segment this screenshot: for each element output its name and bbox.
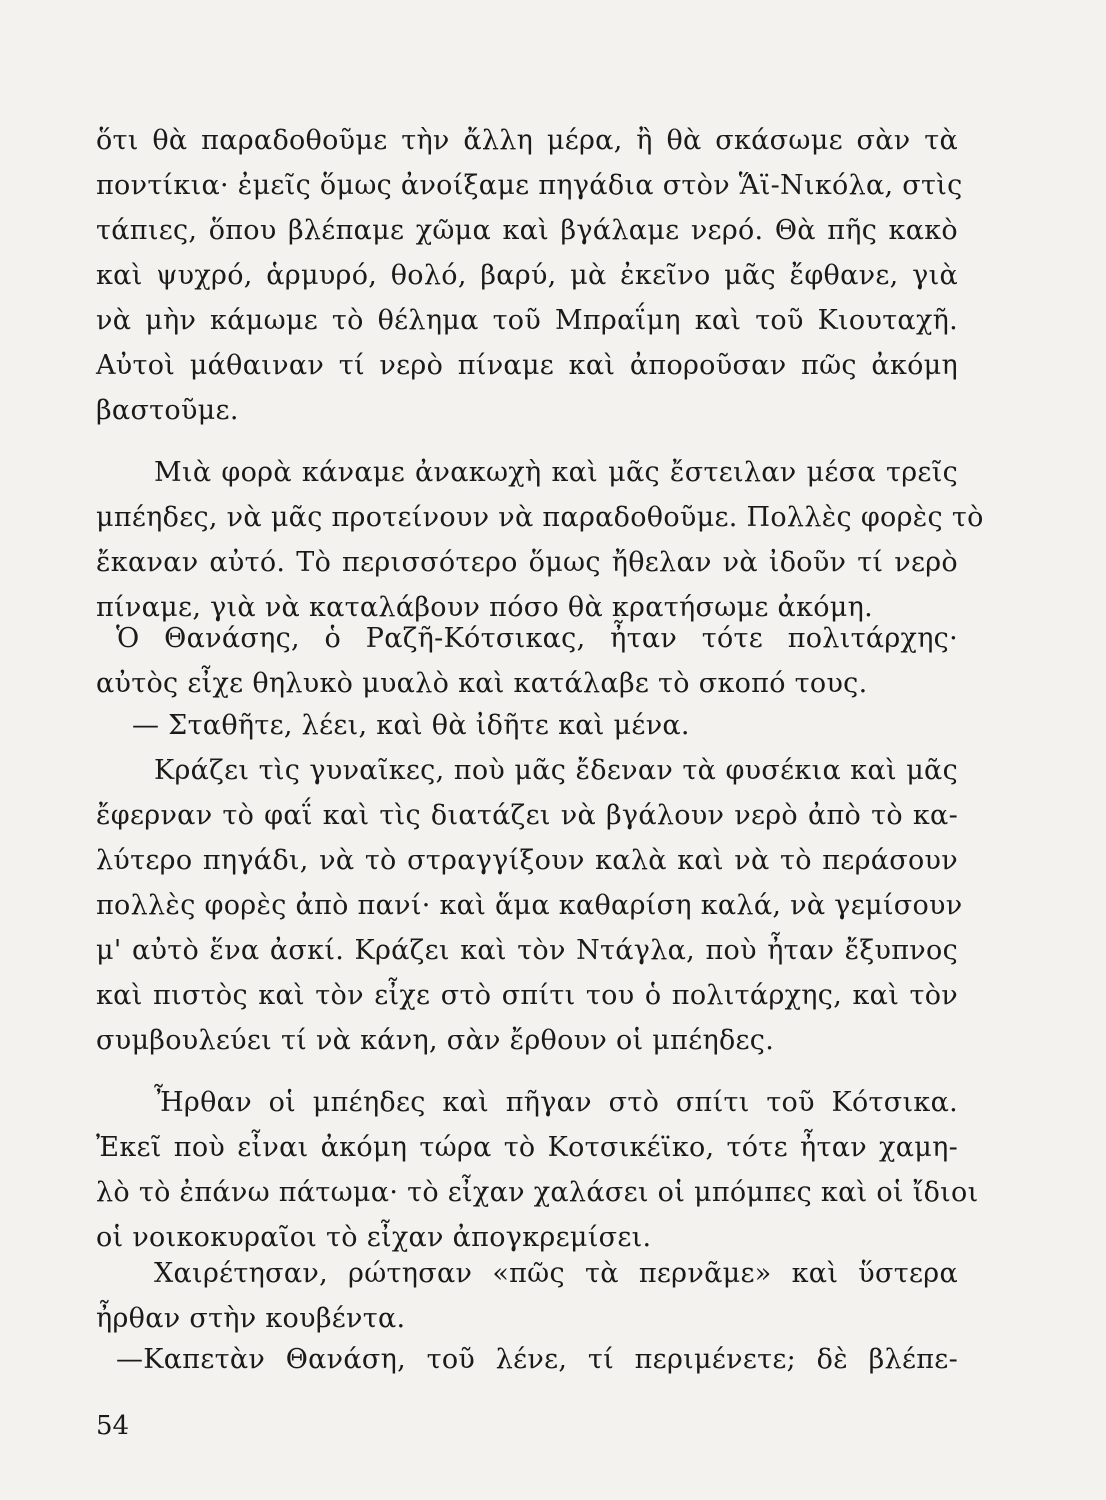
text-line: Αὐτοὶ μάθαιναν τί νερὸ πίναμε καὶ ἀποροῦσαν πῶς ἀκόμη bbox=[96, 350, 958, 381]
text-line: ἔφερναν τὸ φαΐ καὶ τὶς διατάζει νὰ βγάλουν νερὸ ἀπὸ τὸ κα- bbox=[96, 800, 958, 831]
text-line: ἔκαναν αὐτό. Τὸ περισσότερο ὅμως ἤθελαν νὰ ἰδοῦν τί νερὸ bbox=[96, 547, 958, 578]
page-number: 54 bbox=[96, 1411, 130, 1441]
text-line: καὶ ψυχρό, ἁρμυρό, θολό, βαρύ, μὰ ἐκεῖνο μᾶς ἔφθανε, γιὰ bbox=[96, 260, 958, 291]
text-line: οἱ νοικοκυραῖοι τὸ εἶχαν ἀπογκρεμίσει. bbox=[96, 1222, 652, 1253]
text-line: τάπιες, ὅπου βλέπαμε χῶμα καὶ βγάλαμε νερό. Θὰ πῆς κακὸ bbox=[96, 215, 958, 246]
paragraph-4 bbox=[96, 703, 958, 748]
text-line: μπέηδες, νὰ μᾶς προτείνουν νὰ παραδοθοῦμε. Πολλὲς φορὲς τὸ bbox=[96, 502, 984, 533]
paragraph-7 bbox=[96, 1251, 958, 1341]
text-line: Χαιρέτησαν, ρώτησαν «πῶς τὰ περνᾶμε» καὶ ὕστερα bbox=[154, 1258, 958, 1289]
paragraph-1 bbox=[96, 118, 963, 433]
text-line: Μιὰ φορὰ κάναμε ἀνακωχὴ καὶ μᾶς ἔστειλαν μέσα τρεῖς bbox=[154, 457, 958, 488]
text-line: Ἦρθαν οἱ μπέηδες καὶ πῆγαν στὸ σπίτι τοῦ Κότσικα. bbox=[154, 1087, 958, 1118]
paragraph-3 bbox=[96, 616, 958, 706]
text-line: Ἐκεῖ ποὺ εἶναι ἀκόμη τώρα τὸ Κοτσικέϊκο, τότε ἦταν χαμη- bbox=[96, 1132, 958, 1163]
text-line: ὅτι θὰ παραδοθοῦμε τὴν ἄλλη μέρα, ἢ θὰ σκάσωμε σὰν τὰ bbox=[96, 125, 958, 156]
text-line: συμβουλεύει τί νὰ κάνη, σὰν ἔρθουν οἱ μπέηδες. bbox=[96, 1025, 775, 1056]
text-line: λὸ τὸ ἐπάνω πάτωμα· τὸ εἶχαν χαλάσει οἱ μπόμπες καὶ οἱ ἴδιοι bbox=[96, 1177, 979, 1208]
paragraph-2 bbox=[96, 450, 984, 630]
text-line: πίναμε, γιὰ νὰ καταλάβουν πόσο θὰ κρατήσωμε ἀκόμη. bbox=[96, 592, 874, 623]
text-line: λύτερο πηγάδι, νὰ τὸ στραγγίξουν καλὰ καὶ νὰ τὸ περάσουν bbox=[96, 845, 958, 876]
paragraph-8 bbox=[96, 1337, 958, 1382]
text-line: μ' αὐτὸ ἕνα ἀσκί. Κράζει καὶ τὸν Ντάγλα, ποὺ ἦταν ἔξυπνος bbox=[96, 935, 958, 966]
text-line: ποντίκια· ἐμεῖς ὅμως ἀνοίξαμε πηγάδια στὸν Ἅϊ-Νικόλα, στὶς bbox=[96, 170, 963, 201]
text-line: —Καπετὰν Θανάση, τοῦ λένε, τί περιμένετε; δὲ βλέπε- bbox=[116, 1344, 958, 1375]
text-line: καὶ πιστὸς καὶ τὸν εἶχε στὸ σπίτι του ὁ πολιτάρχης, καὶ τὸν bbox=[96, 980, 958, 1011]
text-line: βαστοῦμε. bbox=[96, 395, 239, 426]
text-line: ἦρθαν στὴν κουβέντα. bbox=[96, 1303, 406, 1334]
text-line: Κράζει τὶς γυναῖκες, ποὺ μᾶς ἔδεναν τὰ φυσέκια καὶ μᾶς bbox=[154, 755, 958, 786]
paragraph-5 bbox=[96, 748, 963, 1063]
text-line: νὰ μὴν κάμωμε τὸ θέλημα τοῦ Μπραΐμη καὶ τοῦ Κιουταχῆ. bbox=[96, 305, 958, 336]
text-line: αὐτὸς εἶχε θηλυκὸ μυαλὸ καὶ κατάλαβε τὸ σκοπό τους. bbox=[96, 668, 868, 699]
text-line: — Σταθῆτε, λέει, καὶ θὰ ἰδῆτε καὶ μένα. bbox=[132, 710, 690, 741]
text-line: Ὁ Θανάσης, ὁ Ραζῆ-Κότσικας, ἦταν τότε πολιτάρχης· bbox=[116, 623, 958, 654]
paragraph-6 bbox=[96, 1080, 979, 1260]
text-line: πολλὲς φορὲς ἀπὸ πανί· καὶ ἅμα καθαρίση καλά, νὰ γεμίσουν bbox=[96, 890, 963, 921]
